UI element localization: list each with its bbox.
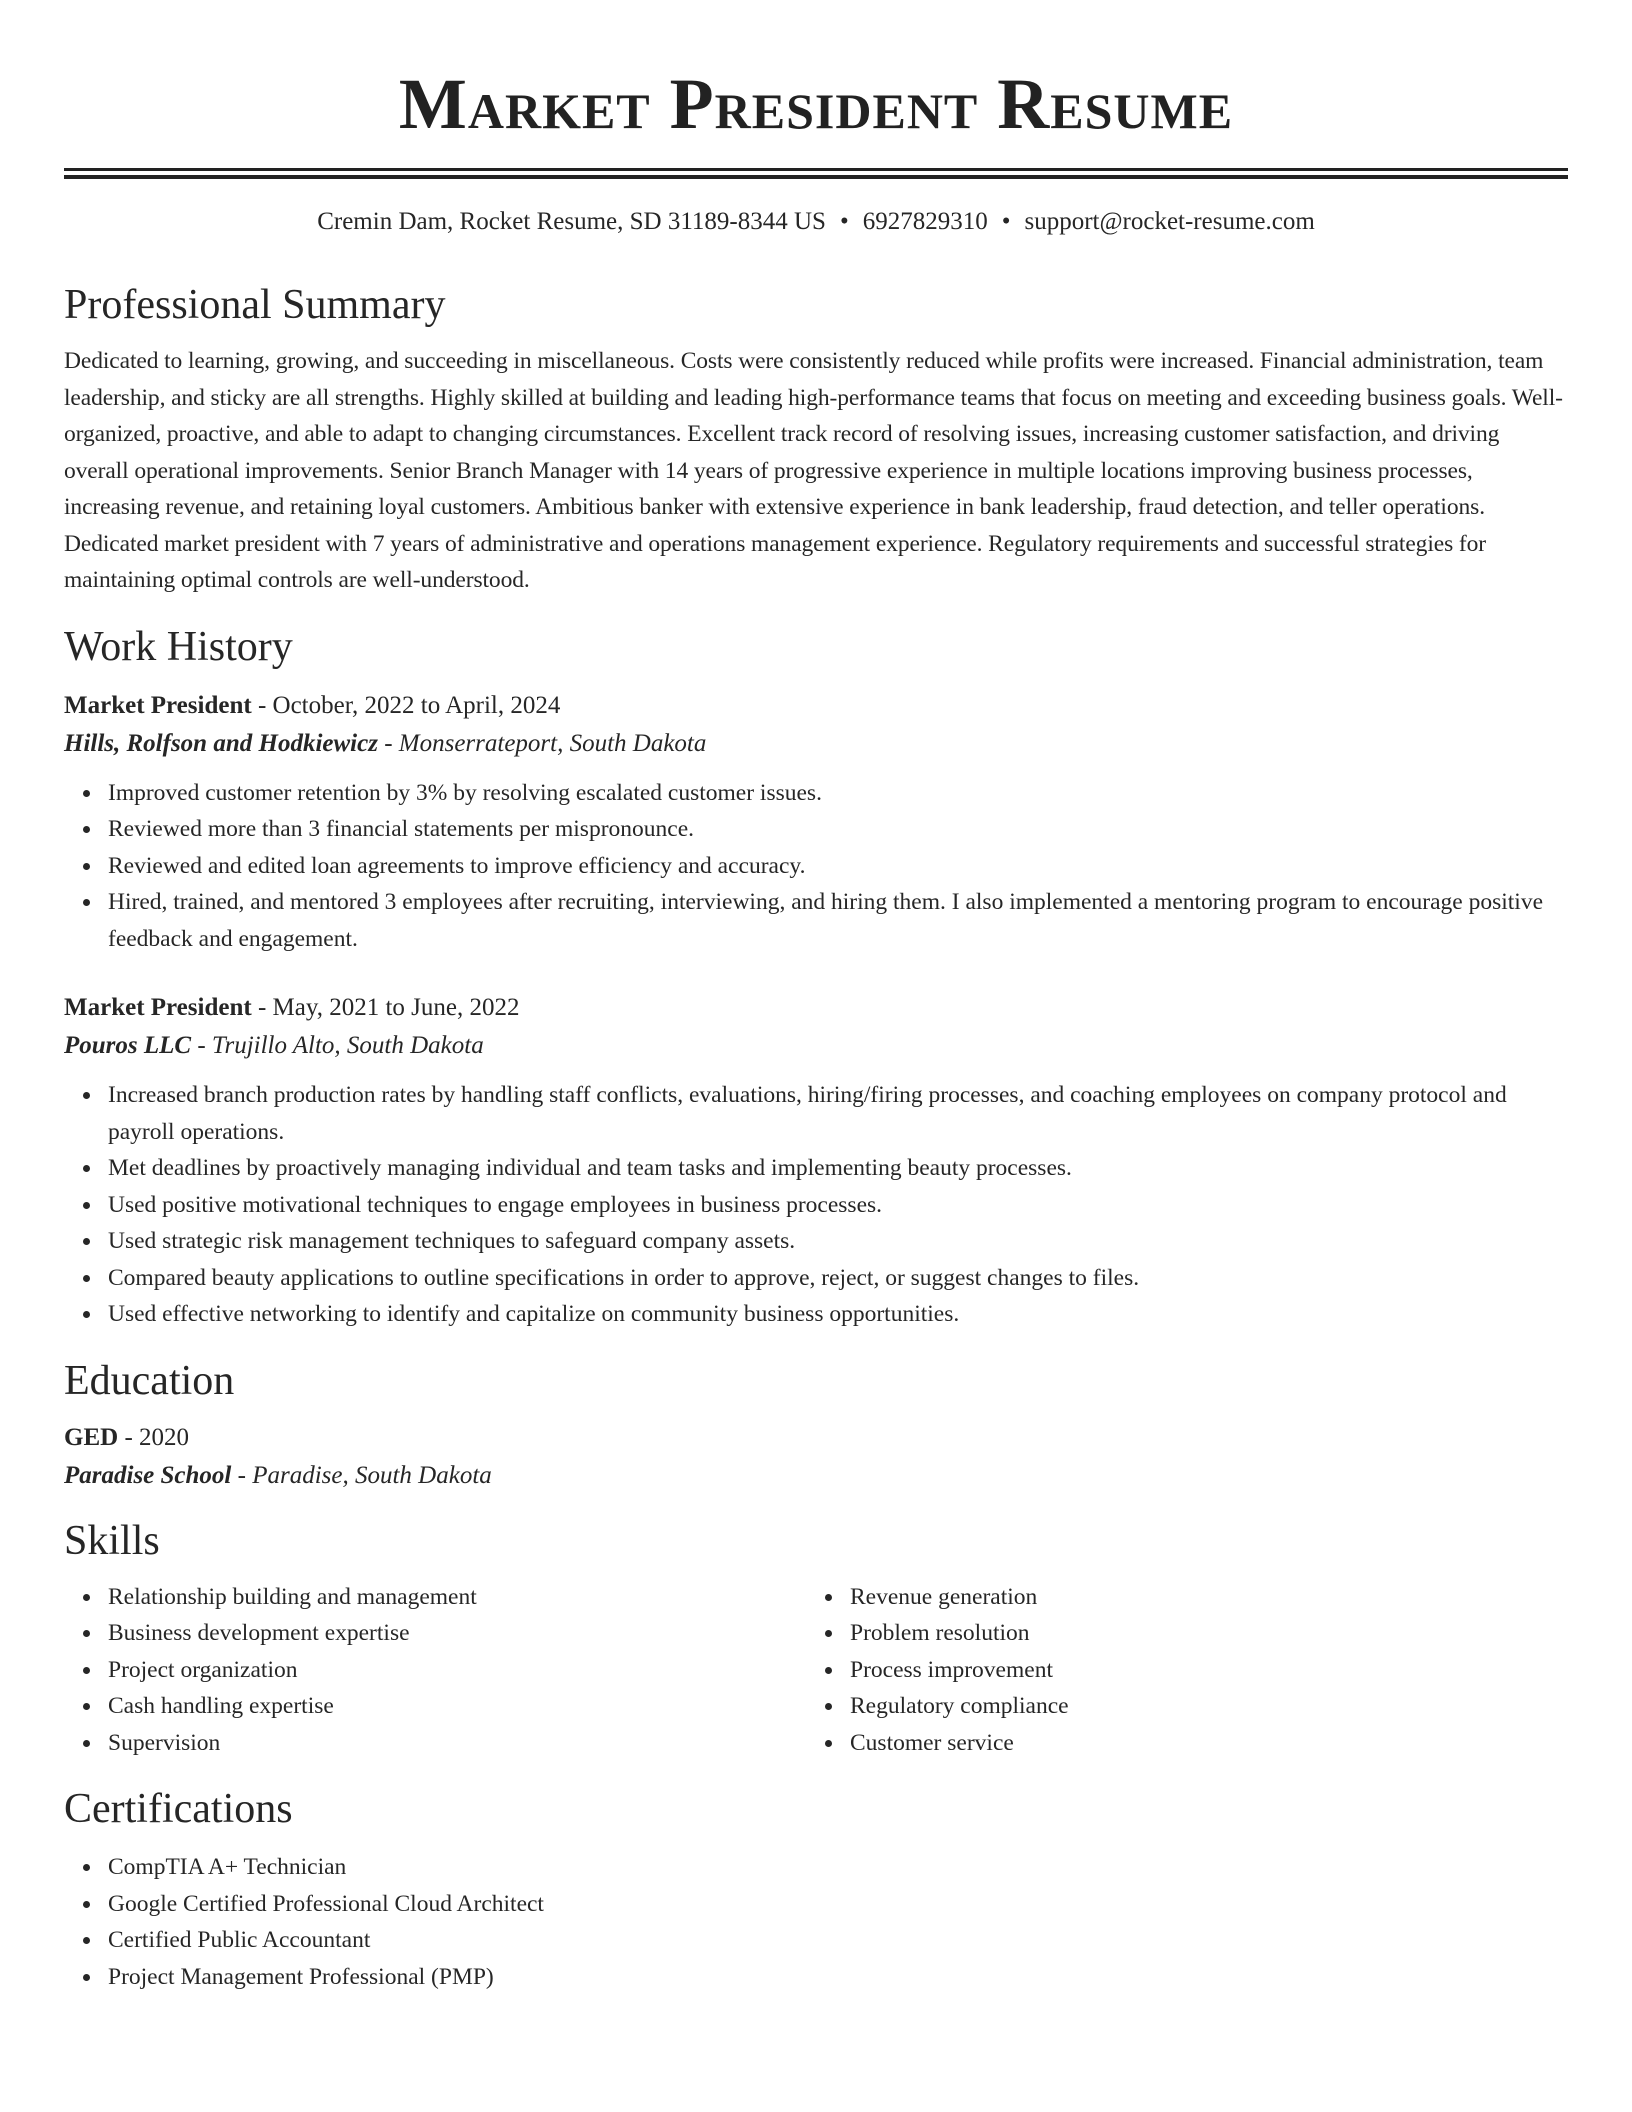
- resume-page: [64, 0, 1568, 1995]
- contact-address: Cremin Dam, Rocket Resume, SD 31189-8344 US: [317, 208, 826, 235]
- job-location: - Trujillo Alto, South Dakota: [191, 1032, 484, 1059]
- job-bullets: [64, 775, 1568, 958]
- school-name: Paradise School: [64, 1461, 232, 1489]
- job-company-line: [64, 1027, 1568, 1065]
- job-dates: - October, 2022 to April, 2024: [251, 691, 561, 719]
- certifications-section: [64, 1783, 1568, 1995]
- list-item: Used positive motivational techniques to engage employees in business processes.: [108, 1187, 1568, 1224]
- section-heading-work: Work History: [64, 623, 293, 670]
- degree-year: - 2020: [118, 1423, 190, 1451]
- skills-column-left: [64, 1579, 806, 1762]
- list-item: Problem resolution: [850, 1615, 1550, 1652]
- job-dates: - May, 2021 to June, 2022: [251, 994, 520, 1021]
- job-title: Market President: [64, 691, 252, 719]
- skills-grid: [64, 1579, 1568, 1762]
- list-item: Compared beauty applications to outline specifications in order to approve, reject, or suggest changes to files.: [108, 1260, 1568, 1297]
- list-item: Used strategic risk management techniques to safeguard company assets.: [108, 1223, 1568, 1260]
- list-item: Reviewed and edited loan agreements to improve efficiency and accuracy.: [108, 848, 1568, 885]
- list-item: Project Management Professional (PMP): [108, 1959, 1568, 1996]
- job-entry: [64, 687, 1568, 958]
- school-location: - Paradise, South Dakota: [231, 1461, 492, 1489]
- section-heading-certifications: Certifications: [64, 1786, 293, 1832]
- job-company: Pouros LLC: [64, 1032, 192, 1059]
- list-item: Used effective networking to identify and capitalize on community business opportunities.: [108, 1296, 1568, 1333]
- list-item: Google Certified Professional Cloud Architect: [108, 1886, 1568, 1923]
- contact-separator: •: [839, 208, 849, 235]
- professional-summary-section: [64, 279, 1568, 599]
- job-entry: [64, 989, 1568, 1333]
- list-item: Certified Public Accountant: [108, 1922, 1568, 1959]
- school-line: [64, 1457, 1568, 1495]
- resume-title: Market President Resume: [398, 64, 1234, 144]
- education-section: [64, 1355, 1568, 1495]
- section-heading-education: Education: [64, 1357, 235, 1404]
- list-item: Hired, trained, and mentored 3 employees after recruiting, interviewing, and hiring them. I also implemented a mentoring program to encourage positive feedback and engagement.: [108, 884, 1568, 957]
- list-item: Supervision: [108, 1725, 806, 1762]
- degree-line: [64, 1419, 1568, 1457]
- list-item: CompTIA A+ Technician: [108, 1849, 1568, 1886]
- degree: GED: [64, 1423, 119, 1451]
- job-title: Market President: [64, 994, 252, 1021]
- contact-phone: 6927829310: [862, 208, 988, 235]
- skills-column-right: [806, 1579, 1550, 1762]
- job-title-line: [64, 989, 1568, 1027]
- list-item: Improved customer retention by 3% by resolving escalated customer issues.: [108, 775, 1568, 812]
- list-item: Cash handling expertise: [108, 1688, 806, 1725]
- list-item: Business development expertise: [108, 1615, 806, 1652]
- list-item: Customer service: [850, 1725, 1550, 1762]
- list-item: Met deadlines by proactively managing individual and team tasks and implementing beauty processes.: [108, 1150, 1568, 1187]
- job-company: Hills, Rolfson and Hodkiewicz: [64, 729, 378, 757]
- list-item: Reviewed more than 3 financial statements per mispronounce.: [108, 811, 1568, 848]
- contact-email: support@rocket-resume.com: [1024, 208, 1315, 235]
- certifications-list: [64, 1849, 1568, 1995]
- list-item: Revenue generation: [850, 1579, 1550, 1616]
- section-heading-skills: Skills: [64, 1517, 160, 1564]
- list-item: Project organization: [108, 1652, 806, 1689]
- education-entry: [64, 1419, 1568, 1495]
- job-bullets: [64, 1077, 1568, 1333]
- job-company-line: [64, 725, 1568, 763]
- list-item: Process improvement: [850, 1652, 1550, 1689]
- section-heading-summary: Professional Summary: [64, 282, 446, 328]
- contact-separator: •: [1001, 208, 1011, 235]
- list-item: Relationship building and management: [108, 1579, 806, 1616]
- job-location: - Monserrateport, South Dakota: [377, 729, 707, 757]
- job-title-line: [64, 687, 1568, 725]
- summary-text: Dedicated to learning, growing, and succeeding in miscellaneous. Costs were consistently reduced while profits were increased. Financial administration, team leadership, and sticky are all strengths. Highly skilled at building and leading high-performance teams that focus on meeting and exceeding business goals. Well-organized, proactive, and able to adapt to changing circumstances. Excellent track record of resolving issues, increasing customer satisfaction, and driving overall operational improvements. Senior Branch Manager with 14 years of progressive experience in multiple locations improving business processes, increasing revenue, and retaining loyal customers. Ambitious banker with extensive experience in bank leadership, fraud detection, and teller operations. Dedicated market president with 7 years of administrative and operations management experience. Regulatory requirements and successful strategies for maintaining optimal controls are well-understood.: [64, 348, 1563, 593]
- list-item: Increased branch production rates by handling staff conflicts, evaluations, hiring/firing processes, and coaching employees on company protocol and payroll operations.: [108, 1077, 1568, 1150]
- title-double-rule: [64, 168, 1568, 179]
- skills-section: [64, 1515, 1568, 1762]
- work-history-section: [64, 621, 1568, 1333]
- contact-line: [64, 205, 1568, 239]
- list-item: Regulatory compliance: [850, 1688, 1550, 1725]
